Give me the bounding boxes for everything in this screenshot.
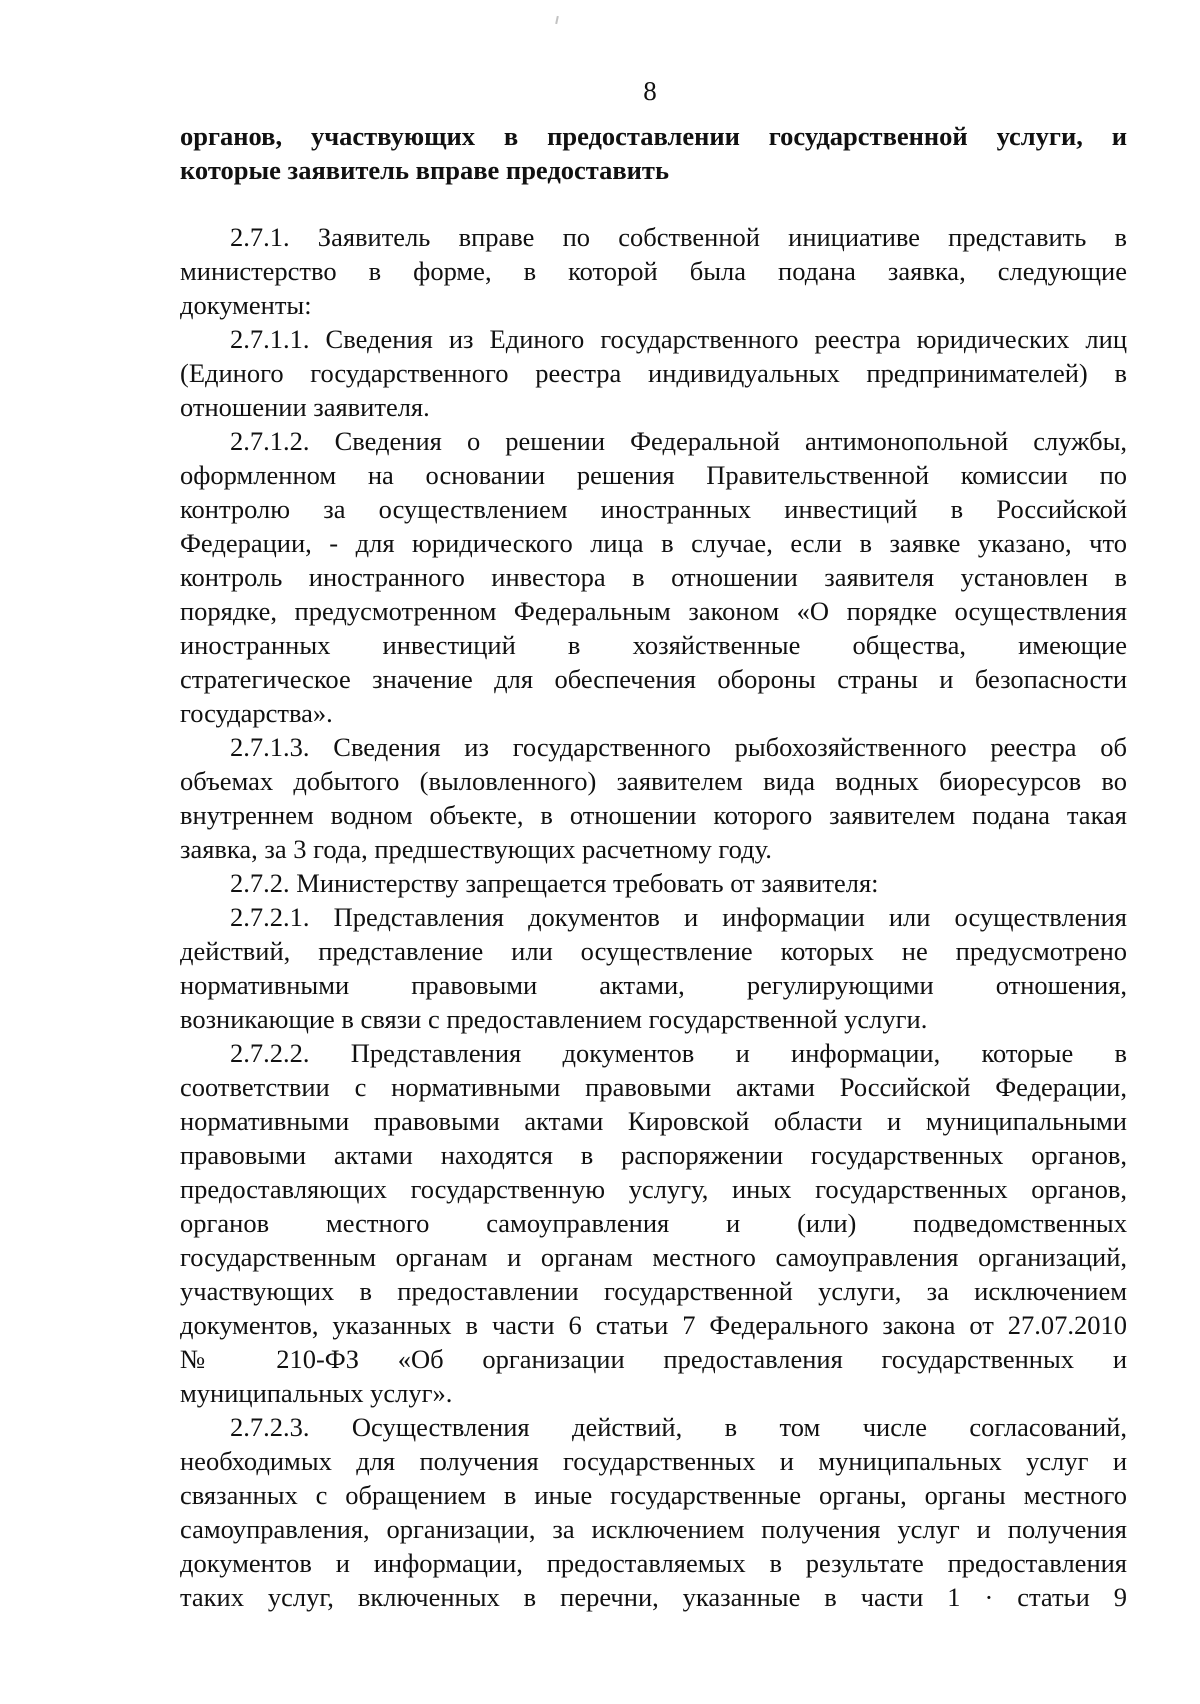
- body-line: стратегическое значение для обеспечения обороны страны и безопасности: [180, 664, 1127, 694]
- body-line: 2.7.2.1. Представления документов и информации или осуществления: [230, 902, 1127, 932]
- body-line: государства».: [180, 698, 333, 728]
- body-line: министерство в форме, в которой была подана заявка, следующие: [180, 256, 1127, 286]
- body-line: внутреннем водном объекте, в отношении которого заявителем подана такая: [180, 800, 1127, 830]
- body-line: отношении заявителя.: [180, 392, 430, 422]
- body-line: 2.7.1.1. Сведения из Единого государственного реестра юридических лиц: [230, 324, 1127, 354]
- body-line: 2.7.1.3. Сведения из государственного рыбохозяйственного реестра об: [230, 732, 1127, 762]
- body-line: возникающие в связи с предоставлением государственной услуги.: [180, 1004, 928, 1034]
- body-line: 2.7.2.3. Осуществления действий, в том числе согласований,: [230, 1412, 1127, 1442]
- body-line: заявка, за 3 года, предшествующих расчетному году.: [180, 834, 772, 864]
- heading-line: которые заявитель вправе предоставить: [180, 155, 669, 185]
- body-line: порядке, предусмотренном Федеральным законом «О порядке осуществления: [180, 596, 1127, 626]
- body-line: документов, указанных в части 6 статьи 7 Федерального закона от 27.07.2010: [180, 1310, 1127, 1340]
- body-line: правовыми актами находятся в распоряжении государственных органов,: [180, 1140, 1127, 1170]
- body-line: 2.7.1.2. Сведения о решении Федеральной антимонопольной службы,: [230, 426, 1127, 456]
- body-line: 2.7.2.2. Представления документов и информации, которые в: [230, 1038, 1127, 1068]
- body-line: государственным органам и органам местного самоуправления организаций,: [180, 1242, 1127, 1272]
- body-line: таких услуг, включенных в перечни, указанные в части 1 · статьи 9: [180, 1582, 1127, 1612]
- body-line: нормативными правовыми актами, регулирующими отношения,: [180, 970, 1127, 1000]
- body-line: иностранных инвестиций в хозяйственные общества, имеющие: [180, 630, 1127, 660]
- section-heading: [180, 119, 1127, 187]
- body-line: 2.7.2. Министерству запрещается требовать от заявителя:: [230, 868, 879, 898]
- body-line: связанных с обращением в иные государственные органы, органы местного: [180, 1480, 1127, 1510]
- body-line: соответствии с нормативными правовыми актами Российской Федерации,: [180, 1072, 1127, 1102]
- body-line: № 210-ФЗ «Об организации предоставления государственных и: [180, 1344, 1127, 1374]
- scan-speck: [555, 16, 559, 24]
- body-line: оформленном на основании решения Правительственной комиссии по: [180, 460, 1127, 490]
- body-line: органов местного самоуправления и (или) подведомственных: [180, 1208, 1127, 1238]
- body-line: нормативными правовыми актами Кировской области и муниципальными: [180, 1106, 1127, 1136]
- body-line: действий, представление или осуществление которых не предусмотрено: [180, 936, 1127, 966]
- body-line: (Единого государственного реестра индивидуальных предпринимателей) в: [180, 358, 1127, 388]
- body-line: Федерации, - для юридического лица в случае, если в заявке указано, что: [180, 528, 1127, 558]
- body-line: объемах добытого (выловленного) заявителем вида водных биоресурсов во: [180, 766, 1127, 796]
- heading-line: органов, участвующих в предоставлении государственной услуги, и: [180, 121, 1127, 151]
- body-line: документы:: [180, 290, 312, 320]
- body-text: [180, 220, 1127, 1614]
- body-line: участвующих в предоставлении государственной услуги, за исключением: [180, 1276, 1127, 1306]
- body-line: муниципальных услуг».: [180, 1378, 453, 1408]
- body-line: контроль иностранного инвестора в отношении заявителя установлен в: [180, 562, 1127, 592]
- body-line: предоставляющих государственную услугу, иных государственных органов,: [180, 1174, 1127, 1204]
- body-line: необходимых для получения государственных и муниципальных услуг и: [180, 1446, 1127, 1476]
- body-line: контролю за осуществлением иностранных инвестиций в Российской: [180, 494, 1127, 524]
- body-line: документов и информации, предоставляемых в результате предоставления: [180, 1548, 1127, 1578]
- body-line: самоуправления, организации, за исключением получения услуг и получения: [180, 1514, 1127, 1544]
- page-number: 8: [643, 76, 657, 106]
- body-line: 2.7.1. Заявитель вправе по собственной инициативе представить в: [230, 222, 1127, 252]
